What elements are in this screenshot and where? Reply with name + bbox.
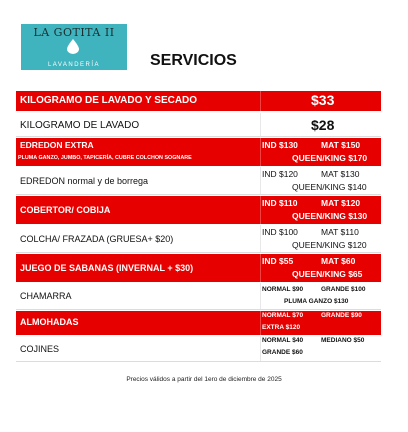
service-row-cobertor [16, 196, 381, 224]
price-normal: NORMAL $90 [262, 286, 304, 293]
service-price: $33 [311, 92, 335, 108]
price-queen-king: QUEEN/KING $140 [292, 182, 367, 192]
price-mat: MAT $120 [321, 198, 361, 208]
service-label: ALMOHADAS [20, 317, 79, 327]
price-normal: NORMAL $70 [262, 312, 304, 319]
price-mat: MAT $60 [321, 256, 356, 266]
price-queen-king: QUEEN/KING $65 [292, 269, 363, 279]
brand-subtitle: LAVANDERÍA [47, 62, 101, 68]
service-label: EDREDON EXTRA [20, 140, 94, 150]
price-pluma-ganzo: PLUMA GANZO $130 [284, 298, 349, 305]
service-row-edredon-normal [16, 167, 381, 195]
validity-footer: Precios válidos a partir del 1ero de diciembre de 2025 [126, 376, 282, 383]
price-ind: IND $130 [262, 140, 298, 150]
price-ind: IND $120 [262, 169, 298, 179]
service-row-edredon-extra [16, 138, 381, 166]
service-label: KILOGRAMO DE LAVADO [20, 120, 140, 131]
service-row-cojines [16, 336, 381, 362]
price-grande: GRANDE $100 [321, 286, 366, 293]
service-label: CHAMARRA [20, 291, 72, 301]
price-ind: IND $110 [262, 198, 298, 208]
price-mat: MAT $150 [321, 140, 361, 150]
service-row-almohadas [16, 311, 381, 335]
price-queen-king: QUEEN/KING $120 [292, 240, 367, 250]
service-label: COBERTOR/ COBIJA [20, 205, 111, 215]
price-normal: NORMAL $40 [262, 337, 304, 344]
service-label: JUEGO DE SABANAS (INVERNAL + $30) [20, 263, 194, 273]
price-grande: GRANDE $90 [321, 312, 362, 319]
price-grande: GRANDE $60 [262, 349, 303, 356]
service-price: $28 [311, 117, 335, 133]
brand-name: LA GOTITA II [33, 26, 115, 39]
service-note: PLUMA GANZO, JUMBO, TAPICERÍA, CUBRE COLCHON SOGNARE [18, 155, 192, 161]
service-label: COLCHA/ FRAZADA (GRUESA+ $20) [20, 234, 174, 244]
price-ind: IND $55 [262, 256, 294, 266]
service-label: KILOGRAMO DE LAVADO Y SECADO [20, 95, 198, 106]
service-row-kilo-lavado-secado [16, 91, 381, 111]
service-label: EDREDON normal y de borrega [20, 176, 149, 186]
price-queen-king: QUEEN/KING $130 [292, 211, 368, 221]
price-mat: MAT $130 [321, 169, 360, 179]
price-queen-king: QUEEN/KING $170 [292, 153, 368, 163]
price-mediano: MEDIANO $50 [321, 337, 365, 344]
service-row-kilo-lavado [16, 113, 381, 137]
price-mat: MAT $110 [321, 227, 359, 237]
brand-logo [21, 24, 127, 70]
service-row-colcha [16, 225, 381, 253]
price-extra: EXTRA $120 [262, 324, 301, 331]
service-row-chamarra [16, 283, 381, 310]
service-row-sabanas [16, 254, 381, 282]
page-title: SERVICIOS [150, 52, 237, 69]
price-ind: IND $100 [262, 227, 298, 237]
service-label: COJINES [20, 344, 60, 354]
water-drop-icon [65, 38, 81, 54]
